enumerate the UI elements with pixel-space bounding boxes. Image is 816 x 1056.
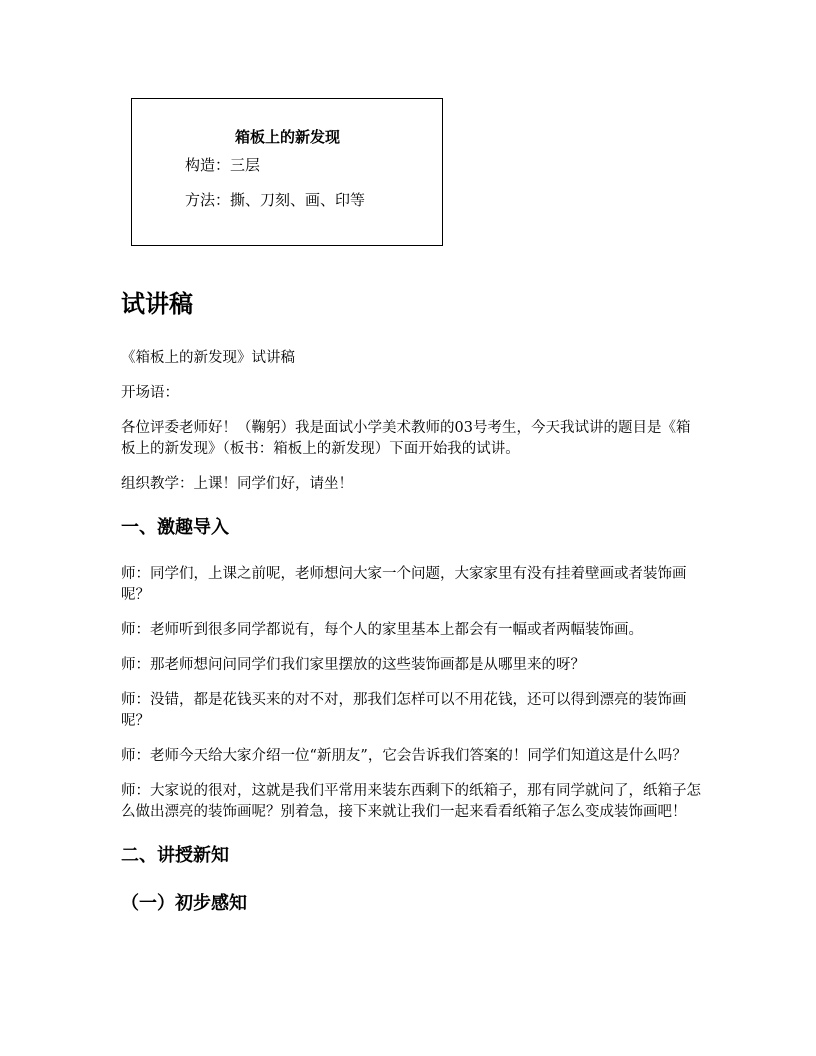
document-title: 试讲稿 bbox=[121, 289, 193, 318]
paragraph: 师：老师听到很多同学都说有，每个人的家里基本上都会有一幅或者两幅装饰画。 bbox=[121, 622, 643, 638]
paragraph: 师：同学们，上课之前呢，老师想问大家一个问题，大家家里有没有挂着壁画或者装饰画呢？ bbox=[121, 566, 687, 603]
board-method-line: 方法：撕、刀刻、画、印等 bbox=[185, 191, 366, 209]
section-heading: 一、激趣导入 bbox=[121, 517, 229, 538]
board-title: 箱板上的新发现 bbox=[235, 128, 341, 146]
board-structure-line: 构造：三层 bbox=[185, 156, 261, 174]
section-heading: 二、讲授新知 bbox=[121, 845, 229, 866]
paragraph: 师：老师今天给大家介绍一位“新朋友”，它会告诉我们答案的！同学们知道这是什么吗？ bbox=[121, 748, 687, 764]
organize-teaching: 组织教学：上课！同学们好，请坐！ bbox=[121, 476, 353, 492]
opening-label: 开场语： bbox=[121, 385, 179, 401]
document-subtitle: 《箱板上的新发现》试讲稿 bbox=[121, 350, 295, 366]
document-body bbox=[121, 288, 701, 916]
subsection-heading: （一）初步感知 bbox=[121, 893, 247, 914]
paragraph: 师：没错，都是花钱买来的对不对，那我们怎样可以不用花钱，还可以得到漂亮的装饰画呢？ bbox=[121, 692, 687, 729]
opening-text: 各位评委老师好！（鞠躬）我是面试小学美术教师的03号考生，今天我试讲的题目是《箱板上的新发现》（板书：箱板上的新发现）下面开始我的试讲。 bbox=[121, 420, 691, 457]
paragraph: 师：那老师想问问同学们我们家里摆放的这些装饰画都是从哪里来的呀？ bbox=[121, 657, 585, 673]
blackboard-design-box bbox=[131, 98, 443, 246]
paragraph: 师：大家说的很对，这就是我们平常用来装东西剩下的纸箱子，那有同学就问了，纸箱子怎么做出漂亮的装饰画呢？别着急，接下来就让我们一起来看看纸箱子怎么变成装饰画吧！ bbox=[121, 783, 701, 820]
